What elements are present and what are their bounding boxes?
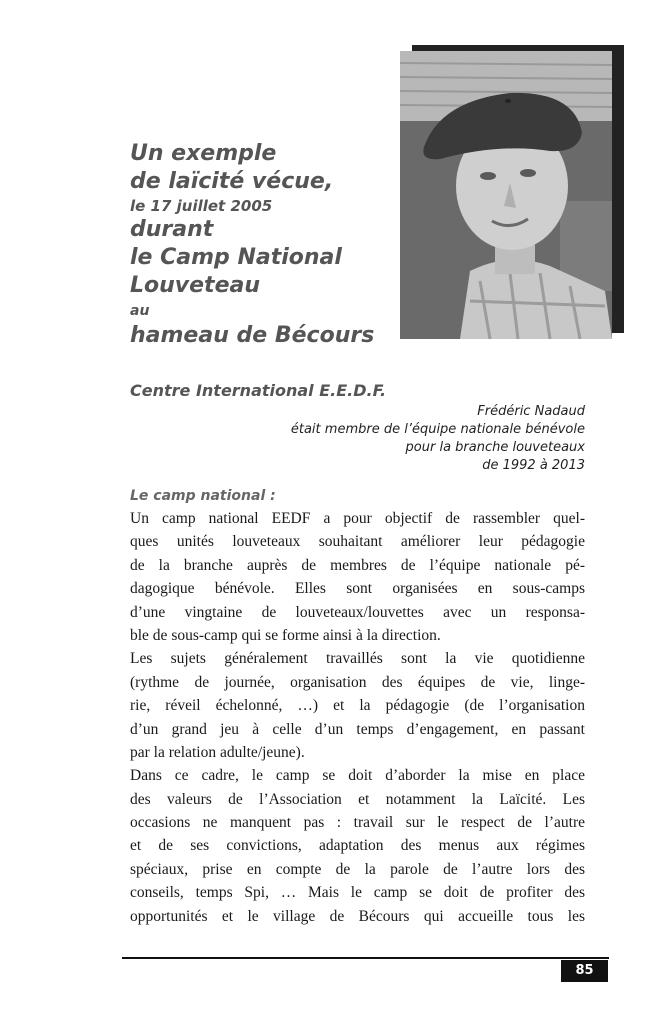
author-role: était membre de l’équipe nationale bénévole	[290, 422, 585, 437]
title-line: Un exemple	[130, 141, 277, 166]
page-number: 85	[561, 960, 608, 982]
body-line: Dans ce cadre, le camp se doit d’aborder la mise en place	[130, 767, 585, 785]
body-line: Un camp national EEDF a pour objectif de rassembler quel-	[130, 510, 585, 527]
title-line: durant	[130, 217, 214, 242]
title-date: le 17 juillet 2005	[130, 197, 273, 215]
body-line: de la branche auprès de membres de l’équipe nationale pé-	[130, 556, 585, 574]
body-line: opportunités et le village de Bécours qui accueille tous les	[130, 907, 585, 925]
article-title	[130, 140, 400, 350]
portrait-photo	[400, 51, 612, 339]
title-line: de laïcité vécue,	[130, 169, 334, 194]
body-text	[130, 507, 585, 928]
portrait-photo-frame	[400, 45, 622, 341]
body-line: par la relation adulte/jeune).	[130, 743, 305, 761]
body-line: (rythme de journée, organisation des équipes de vie, linge-	[130, 673, 585, 691]
title-line: hameau de Bécours	[130, 323, 375, 348]
body-line: Les sujets généralement travaillés sont la vie quotidienne	[130, 650, 585, 668]
body-line: occasions ne manquent pas : travail sur le respect de l’autre	[130, 814, 585, 832]
body-line: rie, réveil échelonné, …) et la pédagogie (de l’organisation	[130, 697, 585, 715]
title-line: au	[130, 303, 150, 319]
body-line: ques unités louveteaux souhaitant améliorer leur pédagogie	[130, 533, 585, 551]
title-line: Louveteau	[130, 273, 261, 298]
author-dates: de 1992 à 2013	[482, 458, 585, 473]
title-line: le Camp National	[130, 245, 342, 270]
body-line: et de ses convictions, adaptation des menus aux régimes	[130, 837, 585, 855]
body-line: des valeurs de l’Association et notamment la Laïcité. Les	[130, 790, 585, 808]
body-line: conseils, temps Spi, … Mais le camp se doit de profiter des	[130, 884, 585, 902]
body-line: d’un grand jeu à celle d’un temps d’engagement, en passant	[130, 720, 585, 738]
section-heading: Le camp national :	[130, 488, 276, 504]
body-line: d’une vingtaine de louveteaux/louvettes avec un responsa-	[130, 603, 585, 621]
footer-rule	[122, 957, 609, 959]
author-role: pour la branche louveteaux	[405, 440, 585, 455]
subtitle: Centre International E.E.D.F.	[130, 381, 387, 400]
author-block	[291, 403, 585, 475]
author-name: Frédéric Nadaud	[477, 404, 585, 419]
body-line: spéciaux, prise en compte de la parole de l’autre lors des	[130, 860, 585, 878]
body-line: ble de sous-camp qui se forme ainsi à la direction.	[130, 626, 441, 644]
body-line: dagogique bénévole. Elles sont organisées en sous-camps	[130, 580, 585, 598]
